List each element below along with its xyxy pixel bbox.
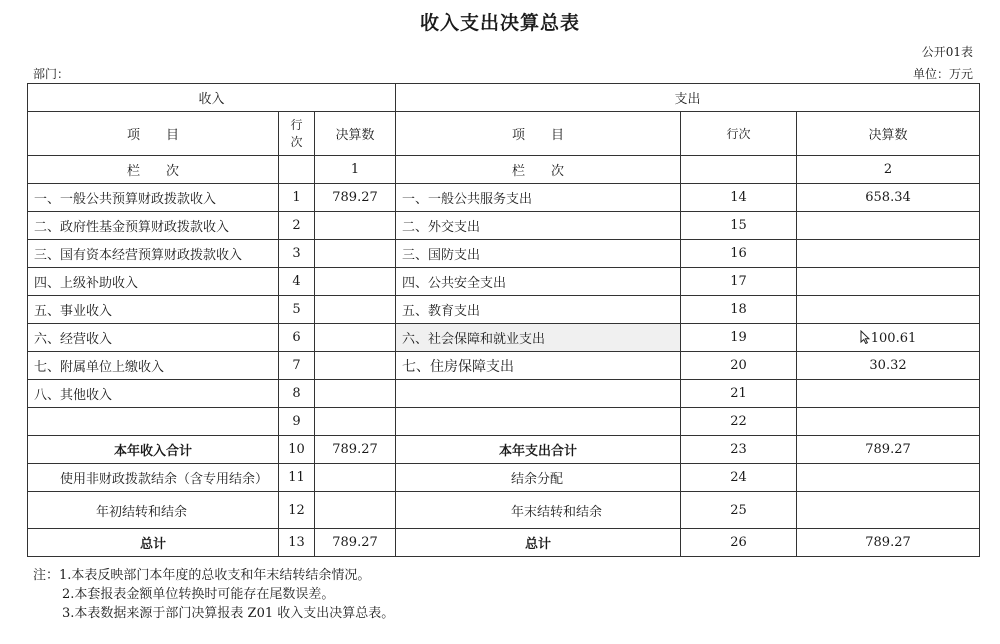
expense-row-no: 19 [681,324,797,352]
income-row-no: 3 [279,240,315,268]
income-item: 使用非财政拨款结余（含专用结余） [28,464,279,492]
column-number-row [28,156,980,184]
expense-row-no: 15 [681,212,797,240]
expense-amount-header: 决算数 [797,112,980,156]
expense-amount: 30.32 [797,352,980,380]
income-amount [315,492,396,529]
row-no-char-1: 行 [290,117,303,132]
income-item: 三、国有资本经营预算财政拨款收入 [28,240,279,268]
income-amount [315,408,396,436]
income-row-no: 9 [279,408,315,436]
note-1: 注：1.本表反映部门本年度的总收支和年末结转结余情况。 [33,568,371,583]
expense-column-label-blank [681,156,797,184]
expense-amount-value: 100.61 [870,330,917,346]
note-3: 3.本表数据来源于部门决算报表 Z01 收入支出决算总表。 [62,606,395,621]
expense-column-number: 2 [797,156,980,184]
income-amount [315,268,396,296]
income-row-no: 10 [279,436,315,464]
expense-amount [797,268,980,296]
row-no-char-2: 次 [290,134,303,149]
unit-label: 单位：万元 [912,67,973,81]
income-amount [315,464,396,492]
income-amount [315,352,396,380]
expense-item [396,380,681,408]
income-item [28,408,279,436]
income-amount [315,296,396,324]
income-subtotal-label: 本年收入合计 [28,436,279,464]
expense-row-no: 25 [681,492,797,529]
page-title: 收入支出决算总表 [419,12,580,34]
table-row [28,240,980,268]
subtotal-row [28,436,980,464]
expense-row-no: 23 [681,436,797,464]
expense-amount [797,296,980,324]
expense-amount [797,408,980,436]
table-row [28,380,980,408]
income-row-no: 13 [279,529,315,557]
income-section-header: 收入 [28,84,396,112]
expense-total-amount: 789.27 [797,529,980,557]
income-row-no: 1 [279,184,315,212]
form-number: 公开01表 [921,45,973,59]
income-row-no: 11 [279,464,315,492]
mouse-pointer-icon [860,330,870,344]
note-2: 2.本套报表金额单位转换时可能存在尾数误差。 [62,587,335,602]
expense-row-no: 14 [681,184,797,212]
income-subtotal-amount: 789.27 [315,436,396,464]
income-column-label-blank [279,156,315,184]
income-amount [315,380,396,408]
table-row [28,184,980,212]
table-row [28,268,980,296]
expense-item-header: 项 目 [396,112,681,156]
expense-row-no: 22 [681,408,797,436]
table-row [28,464,980,492]
expense-item [396,408,681,436]
expense-item: 五、教育支出 [396,296,681,324]
expense-amount [797,240,980,268]
income-item: 年初结转和结余 [28,492,279,529]
expense-amount [797,380,980,408]
expense-row-no: 18 [681,296,797,324]
expense-subtotal-amount: 789.27 [797,436,980,464]
income-row-no: 2 [279,212,315,240]
expense-section-header: 支出 [396,84,980,112]
income-item: 四、上级补助收入 [28,268,279,296]
expense-row-no-header: 行次 [681,112,797,156]
table-row [28,352,980,380]
expense-amount [797,324,980,352]
department-label: 部门： [33,67,70,81]
income-amount [315,212,396,240]
expense-amount: 658.34 [797,184,980,212]
income-row-no: 8 [279,380,315,408]
income-item: 五、事业收入 [28,296,279,324]
expense-item: 结余分配 [396,464,681,492]
income-row-no: 4 [279,268,315,296]
table-row [28,324,980,352]
income-amount [315,240,396,268]
expense-item: 年末结转和结余 [396,492,681,529]
expense-amount [797,464,980,492]
income-row-no: 6 [279,324,315,352]
column-header-row [28,112,980,156]
expense-item: 七、住房保障支出 [396,352,681,380]
expense-subtotal-label: 本年支出合计 [396,436,681,464]
table-row [28,408,980,436]
expense-column-label: 栏 次 [396,156,681,184]
income-row-no: 7 [279,352,315,380]
income-column-number: 1 [315,156,396,184]
income-total-amount: 789.27 [315,529,396,557]
expense-row-no: 21 [681,380,797,408]
expense-item: 一、一般公共服务支出 [396,184,681,212]
expense-row-no: 24 [681,464,797,492]
income-item: 六、经营收入 [28,324,279,352]
table-row [28,296,980,324]
income-item: 八、其他收入 [28,380,279,408]
income-item: 一、一般公共预算财政拨款收入 [28,184,279,212]
income-column-label: 栏 次 [28,156,279,184]
income-total-label: 总计 [28,529,279,557]
expense-row-no: 20 [681,352,797,380]
expense-row-no: 17 [681,268,797,296]
income-item: 二、政府性基金预算财政拨款收入 [28,212,279,240]
expense-total-label: 总计 [396,529,681,557]
expense-item: 二、外交支出 [396,212,681,240]
income-item-header: 项 目 [28,112,279,156]
income-expense-table [27,83,980,557]
expense-row-no: 16 [681,240,797,268]
expense-amount [797,212,980,240]
expense-item-selected[interactable]: 六、社会保障和就业支出 [396,324,681,352]
table-row [28,492,980,529]
expense-item: 四、公共安全支出 [396,268,681,296]
notes [33,566,394,623]
income-amount [315,324,396,352]
expense-row-no: 26 [681,529,797,557]
expense-amount [797,492,980,529]
total-row [28,529,980,557]
income-row-no: 5 [279,296,315,324]
income-item: 七、附属单位上缴收入 [28,352,279,380]
income-amount-header: 决算数 [315,112,396,156]
income-row-no: 12 [279,492,315,529]
section-header-row [28,84,980,112]
table-row [28,212,980,240]
income-row-no-header [279,112,315,156]
income-amount: 789.27 [315,184,396,212]
expense-item: 三、国防支出 [396,240,681,268]
